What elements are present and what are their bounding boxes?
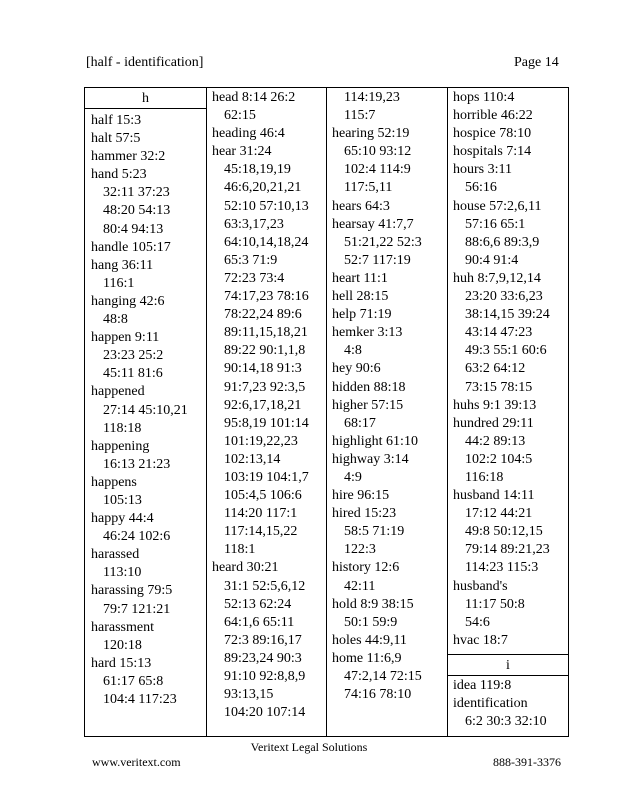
index-entry-continuation: 63:3,17,23 <box>224 216 284 232</box>
index-entry-continuation: 68:17 <box>344 415 376 431</box>
index-entry: harassment <box>91 619 154 635</box>
column-divider <box>447 88 448 736</box>
index-entry-continuation: 52:7 117:19 <box>344 252 411 268</box>
footer-website: www.veritext.com <box>92 755 181 769</box>
index-entry: happens <box>91 474 137 490</box>
index-entry-continuation: 23:20 33:6,23 <box>465 289 543 305</box>
index-entry-continuation: 52:13 62:24 <box>224 596 292 612</box>
index-entry: hidden 88:18 <box>332 379 406 395</box>
index-entry: horrible 46:22 <box>453 108 533 124</box>
index-entry: hand 5:23 <box>91 167 147 183</box>
index-entry: home 11:6,9 <box>332 650 402 666</box>
index-entry-continuation: 49:3 55:1 60:6 <box>465 343 547 359</box>
index-entry-continuation: 118:18 <box>103 420 142 436</box>
index-entry-continuation: 89:23,24 90:3 <box>224 650 302 666</box>
page-header-range: [half - identification] <box>86 55 204 70</box>
index-entry-continuation: 114:23 115:3 <box>465 560 539 576</box>
index-entry: help 71:19 <box>332 307 392 323</box>
index-entry-continuation: 102:4 114:9 <box>344 162 411 178</box>
index-entry-continuation: 43:14 47:23 <box>465 325 533 341</box>
index-entry: harassed <box>91 547 140 563</box>
index-entry-continuation: 93:13,15 <box>224 687 274 703</box>
index-entry-continuation: 23:23 25:2 <box>103 348 164 364</box>
index-entry-continuation: 52:10 57:10,13 <box>224 198 309 214</box>
index-column-3 <box>332 89 422 704</box>
index-entry-continuation: 45:11 81:6 <box>103 366 163 382</box>
section-header-h: h <box>85 88 206 109</box>
index-entry-continuation: 50:1 59:9 <box>344 614 398 630</box>
index-entry: hears 64:3 <box>332 198 390 214</box>
index-entry: happy 44:4 <box>91 511 154 527</box>
index-entry-continuation: 92:6,17,18,21 <box>224 397 302 413</box>
index-entry-continuation: 56:16 <box>465 180 497 196</box>
index-entry-continuation: 104:20 107:14 <box>224 705 306 721</box>
index-entry-continuation: 62:15 <box>224 108 256 124</box>
index-entry-continuation: 31:1 52:5,6,12 <box>224 578 306 594</box>
index-entry: hospice 78:10 <box>453 126 532 142</box>
index-entry: halt 57:5 <box>91 131 141 147</box>
index-entry-continuation: 6:2 30:3 32:10 <box>465 714 547 730</box>
index-entry-continuation: 101:19,22,23 <box>224 433 298 449</box>
index-entry: hired 15:23 <box>332 506 397 522</box>
index-entry-continuation: 73:15 78:15 <box>465 379 533 395</box>
index-entry: hear 31:24 <box>212 144 272 160</box>
footer-phone: 888-391-3376 <box>493 755 561 769</box>
index-entry-continuation: 113:10 <box>103 565 142 581</box>
index-entry-continuation: 90:14,18 91:3 <box>224 361 302 377</box>
index-entry: husband 14:11 <box>453 488 535 504</box>
index-entry-continuation: 46:24 102:6 <box>103 529 171 545</box>
index-entry-continuation: 105:4,5 106:6 <box>224 488 302 504</box>
index-entry-continuation: 117:5,11 <box>344 180 393 196</box>
index-entry: head 8:14 26:2 <box>212 90 296 105</box>
index-entry-continuation: 115:7 <box>344 108 376 124</box>
index-entry-continuation: 114:20 117:1 <box>224 506 298 522</box>
index-entry-continuation: 44:2 89:13 <box>465 433 526 449</box>
index-entry-continuation: 17:12 44:21 <box>465 506 533 522</box>
index-entry-continuation: 54:6 <box>465 614 490 630</box>
column-divider <box>206 88 207 736</box>
index-entry: hearing 52:19 <box>332 126 410 142</box>
index-entry: hours 3:11 <box>453 162 512 178</box>
index-entry: happen 9:11 <box>91 330 160 346</box>
index-entry-continuation: 64:10,14,18,24 <box>224 234 309 250</box>
index-entry: hemker 3:13 <box>332 325 403 341</box>
index-entry-continuation: 27:14 45:10,21 <box>103 402 188 418</box>
index-entry: highway 3:14 <box>332 451 409 467</box>
index-entry-continuation: 116:1 <box>103 275 135 291</box>
column-divider <box>326 88 327 736</box>
index-entry-continuation: 74:16 78:10 <box>344 687 412 703</box>
index-entry: hanging 42:6 <box>91 293 165 309</box>
index-entry-continuation: 91:7,23 92:3,5 <box>224 379 306 395</box>
index-entry-continuation: 58:5 71:19 <box>344 524 405 540</box>
index-entry-continuation: 4:9 <box>344 469 362 485</box>
index-entry: higher 57:15 <box>332 397 404 413</box>
index-entry: hell 28:15 <box>332 289 389 305</box>
index-entry-continuation: 72:23 73:4 <box>224 270 285 286</box>
index-entry: husband's <box>453 578 508 594</box>
index-entry: hire 96:15 <box>332 488 390 504</box>
index-column-5 <box>453 677 547 731</box>
index-entry: heart 11:1 <box>332 270 388 286</box>
index-entry-continuation: 114:19,23 <box>344 90 400 105</box>
index-entry-continuation: 48:20 54:13 <box>103 203 171 219</box>
index-entry-continuation: 48:8 <box>103 312 128 328</box>
index-entry: holes 44:9,11 <box>332 632 407 648</box>
index-column-1 <box>91 112 188 709</box>
index-entry-continuation: 116:18 <box>465 469 504 485</box>
index-entry-continuation: 122:3 <box>344 542 376 558</box>
index-entry-continuation: 65:10 93:12 <box>344 144 412 160</box>
index-entry-continuation: 47:2,14 72:15 <box>344 669 422 684</box>
index-entry-continuation: 45:18,19,19 <box>224 162 291 178</box>
section-header-i: i <box>447 654 569 676</box>
index-entry-continuation: 46:6,20,21,21 <box>224 180 302 196</box>
index-entry-continuation: 72:3 89:16,17 <box>224 632 302 648</box>
index-entry: history 12:6 <box>332 560 400 576</box>
index-entry-continuation: 32:11 37:23 <box>103 185 170 201</box>
index-entry-continuation: 11:17 50:8 <box>465 596 525 612</box>
index-entry-continuation: 118:1 <box>224 542 256 558</box>
index-entry-continuation: 95:8,19 101:14 <box>224 415 309 431</box>
index-entry-continuation: 57:16 65:1 <box>465 216 526 232</box>
index-entry-continuation: 80:4 94:13 <box>103 221 164 237</box>
index-entry-continuation: 79:7 121:21 <box>103 601 171 617</box>
index-entry: half 15:3 <box>91 113 142 128</box>
index-entry: hvac 18:7 <box>453 632 508 648</box>
index-entry: harassing 79:5 <box>91 583 173 599</box>
index-entry: house 57:2,6,11 <box>453 198 542 214</box>
index-entry-continuation: 91:10 92:8,8,9 <box>224 669 306 684</box>
index-entry-continuation: 117:14,15,22 <box>224 524 298 540</box>
index-entry-continuation: 38:14,15 39:24 <box>465 307 550 323</box>
index-entry: heading 46:4 <box>212 126 285 142</box>
index-entry-continuation: 63:2 64:12 <box>465 361 526 377</box>
index-entry-continuation: 120:18 <box>103 637 142 653</box>
index-entry: hang 36:11 <box>91 257 154 273</box>
index-entry: identification <box>453 696 528 712</box>
index-entry-continuation: 78:22,24 89:6 <box>224 307 302 323</box>
index-column-2 <box>212 89 309 722</box>
index-table <box>84 87 569 737</box>
page-number: Page 14 <box>514 55 559 70</box>
index-entry-continuation: 79:14 89:21,23 <box>465 542 550 558</box>
index-entry: hops 110:4 <box>453 90 515 105</box>
index-entry: happened <box>91 384 145 400</box>
index-entry-continuation: 16:13 21:23 <box>103 456 171 472</box>
index-entry-continuation: 102:2 104:5 <box>465 451 533 467</box>
index-entry: heard 30:21 <box>212 560 279 576</box>
index-entry: hey 90:6 <box>332 361 381 377</box>
index-entry-continuation: 51:21,22 52:3 <box>344 234 422 250</box>
index-entry-continuation: 61:17 65:8 <box>103 673 164 689</box>
index-entry-continuation: 4:8 <box>344 343 362 359</box>
index-entry: highlight 61:10 <box>332 433 418 449</box>
index-entry-continuation: 105:13 <box>103 492 142 508</box>
index-entry: hard 15:13 <box>91 655 152 671</box>
index-entry-continuation: 42:11 <box>344 578 376 594</box>
index-column-4 <box>453 89 550 650</box>
index-entry: huhs 9:1 39:13 <box>453 397 537 413</box>
index-entry-continuation: 90:4 91:4 <box>465 252 519 268</box>
index-entry-continuation: 49:8 50:12,15 <box>465 524 543 540</box>
footer-company: Veritext Legal Solutions <box>250 740 368 754</box>
index-entry-continuation: 88:6,6 89:3,9 <box>465 234 540 250</box>
index-entry-continuation: 104:4 117:23 <box>103 692 177 707</box>
index-entry: huh 8:7,9,12,14 <box>453 270 541 286</box>
index-entry: hearsay 41:7,7 <box>332 216 414 232</box>
index-entry-continuation: 64:1,6 65:11 <box>224 614 295 630</box>
index-entry: hospitals 7:14 <box>453 144 532 160</box>
index-entry: hammer 32:2 <box>91 149 166 165</box>
index-entry-continuation: 89:11,15,18,21 <box>224 325 308 341</box>
index-entry: handle 105:17 <box>91 239 171 255</box>
index-entry-continuation: 89:22 90:1,1,8 <box>224 343 306 359</box>
index-entry: happening <box>91 438 150 454</box>
index-entry-continuation: 103:19 104:1,7 <box>224 469 309 485</box>
index-entry: hundred 29:11 <box>453 415 534 431</box>
index-entry-continuation: 74:17,23 78:16 <box>224 289 309 305</box>
index-entry-continuation: 102:13,14 <box>224 451 281 467</box>
index-entry: hold 8:9 38:15 <box>332 596 414 612</box>
index-entry-continuation: 65:3 71:9 <box>224 252 278 268</box>
index-entry: idea 119:8 <box>453 678 512 693</box>
